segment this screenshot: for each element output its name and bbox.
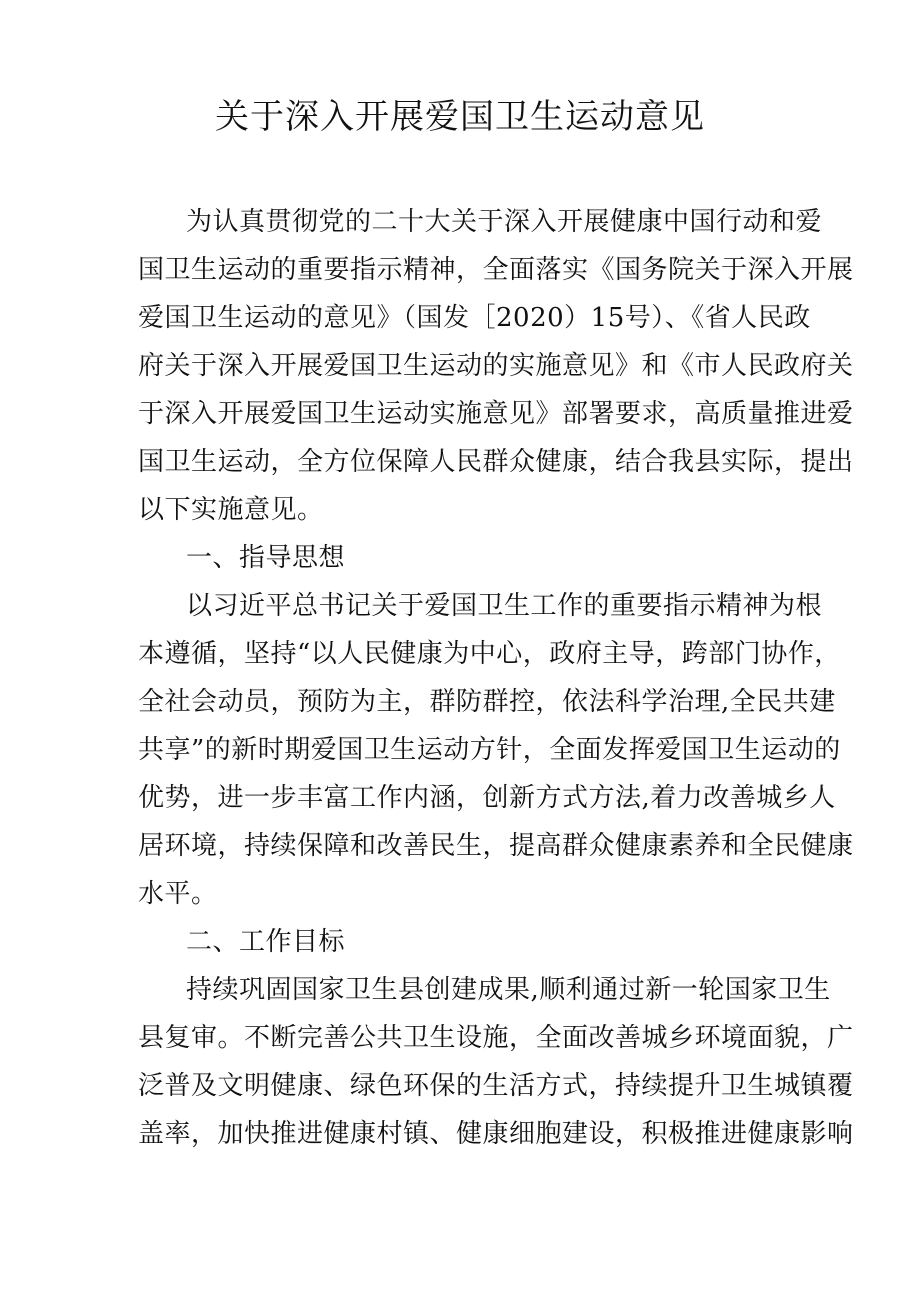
text-line: 为认真贯彻党的二十大关于深入开展健康中国行动和爱 (186, 207, 823, 237)
text-line: 持续巩固国家卫生县创建成果,顺利通过新一轮国家卫生 (186, 975, 831, 1005)
document-title: 关于深入开展爱国卫生运动意见 (215, 97, 705, 137)
text-line: 国卫生运动，全方位保障人民群众健康，结合我县实际，提出 (138, 447, 854, 477)
text-line: 全社会动员，预防为主，群防群控，依法科学治理,全民共建 (138, 687, 836, 717)
text-line: 优势，进一步丰富工作内涵，创新方式方法,着力改善城乡人 (138, 783, 836, 813)
text-line: 县复审。不断完善公共卫生设施，全面改善城乡环境面貌，广 (138, 1023, 854, 1053)
section-heading: 二、工作目标 (186, 927, 346, 957)
text-line: 爱国卫生运动的意见》（国发［2020）15号）、《省人民政 (138, 303, 811, 333)
text-line: 共享”的新时期爱国卫生运动方针，全面发挥爱国卫生运动的 (138, 735, 841, 765)
text-line: 以下实施意见。 (138, 495, 324, 525)
text-line: 盖率，加快推进健康村镇、健康细胞建设，积极推进健康影响 (138, 1119, 854, 1149)
text-line: 居环境，持续保障和改善民生，提高群众健康素养和全民健康 (138, 831, 854, 861)
document-body (138, 198, 854, 1158)
text-line: 于深入开展爱国卫生运动实施意见》部署要求，高质量推进爱 (138, 399, 854, 429)
text-line: 府关于深入开展爱国卫生运动的实施意见》和《市人民政府关 (138, 351, 854, 381)
text-line: 国卫生运动的重要指示精神，全面落实《国务院关于深入开展 (138, 255, 854, 285)
text-line: 水平。 (138, 879, 218, 909)
section-heading: 一、指导思想 (186, 543, 346, 573)
text-line: 以习近平总书记关于爱国卫生工作的重要指示精神为根 (186, 591, 823, 621)
text-line: 本遵循，坚持“以人民健康为中心，政府主导，跨部门协作， (138, 639, 841, 669)
text-line: 泛普及文明健康、绿色环保的生活方式，持续提升卫生城镇覆 (138, 1071, 854, 1101)
